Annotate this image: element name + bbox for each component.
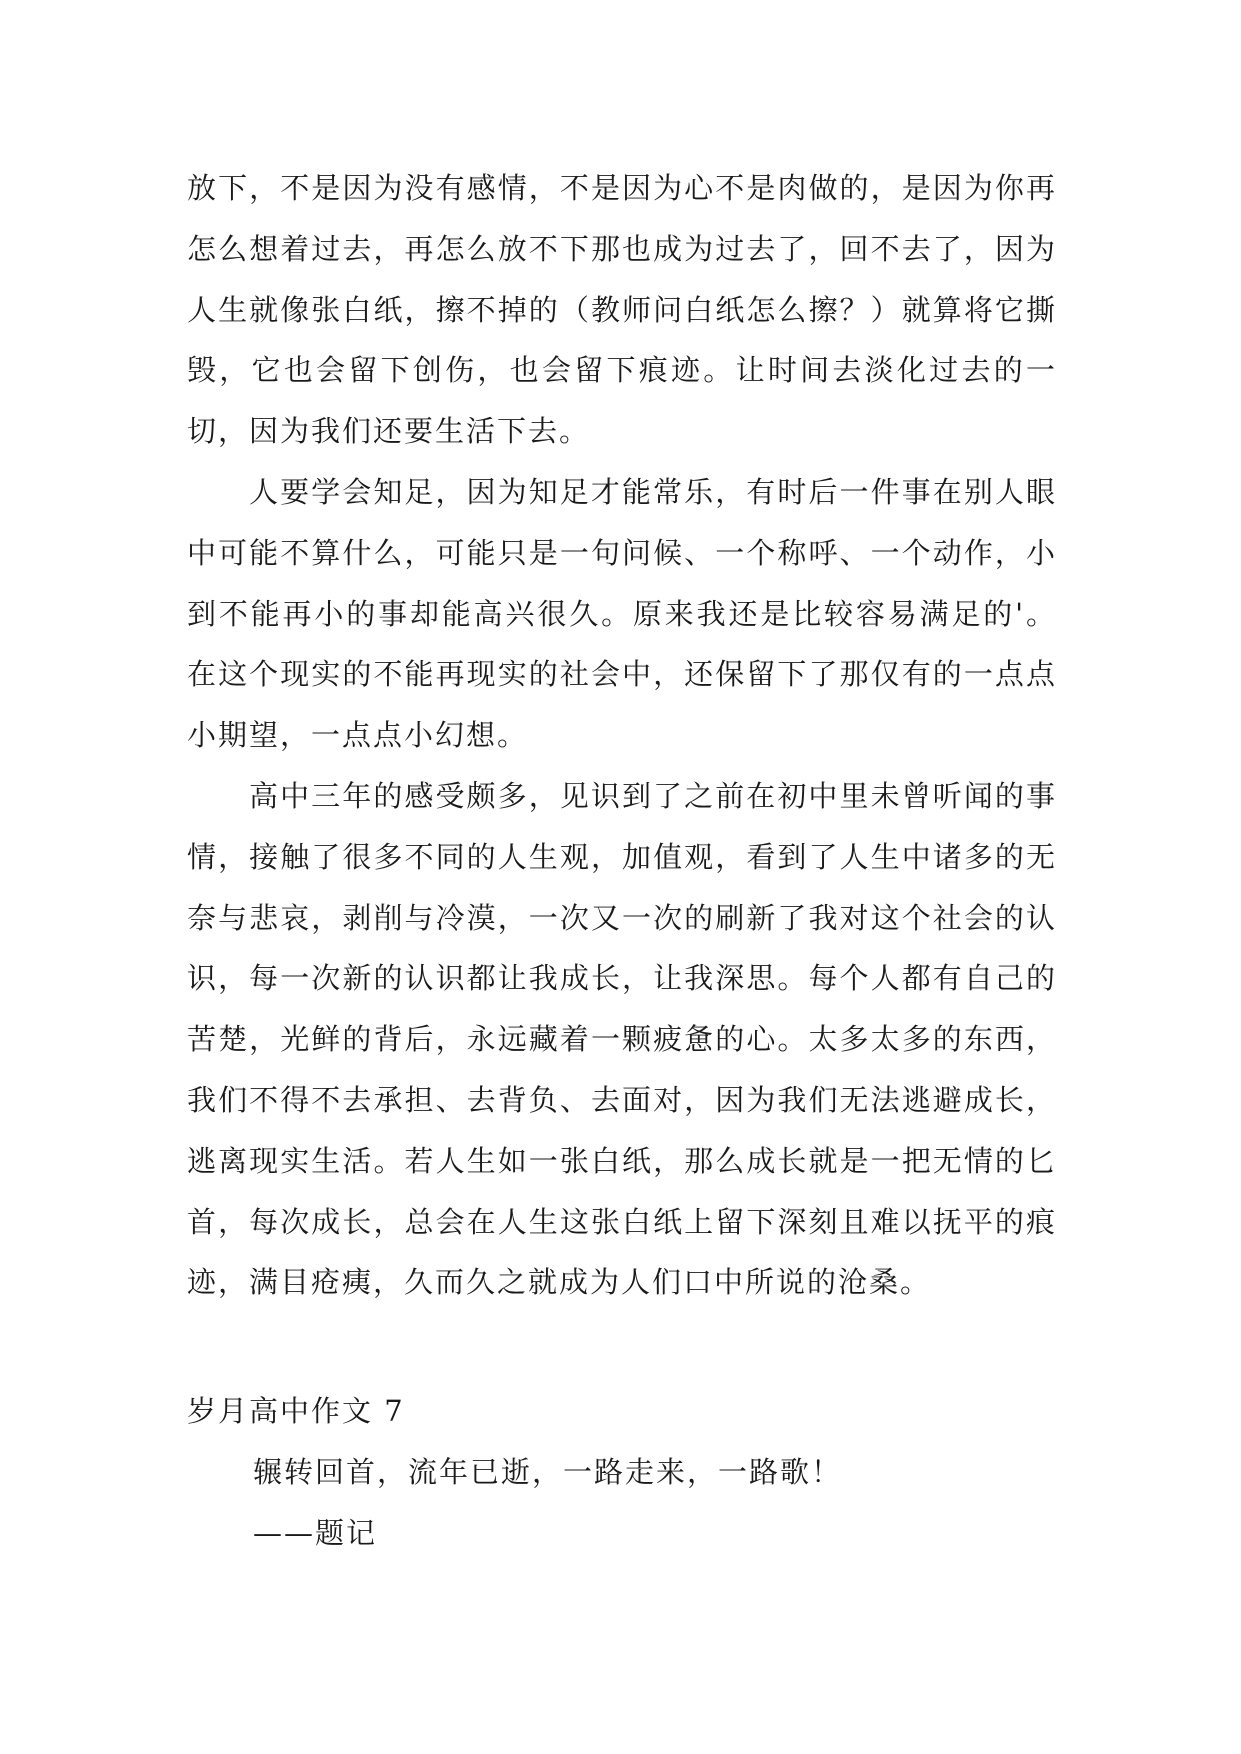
motto-attribution: ——题记 (253, 1516, 378, 1550)
paragraph-3: 高中三年的感受颇多，见识到了之前在初中里未曾听闻的事情，接触了很多不同的人生观，加值观，看到了人生中诸多的无奈与悲哀，剥削与冷漠，一次又一次的刷新了我对这个社会的认识，每一次新的认识都让我成长，让我深思。每个人都有自己的苦楚，光鲜的背后，永远藏着一颗疲惫的心。太多太多的东西，我们不得不去承担、去背负、去面对，因为我们无法逃避成长，逃离现实生活。若人生如一张白纸，那么成长就是一把无情的匕首，每次成长，总会在人生这张白纸上留下深刻且难以抚平的痕迹，满目疮痍，久而久之就成为人们口中所说的沧桑。 (187, 778, 1057, 1300)
paragraph-1: 放下，不是因为没有感情，不是因为心不是肉做的，是因为你再怎么想着过去，再怎么放不下那也成为过去了，回不去了，因为人生就像张白纸，擦不掉的（教师问白纸怎么擦？）就算将它撕毁，它也会留下创伤，也会留下痕迹。让时间去淡化过去的一切，因为我们还要生活下去。 (187, 171, 1057, 449)
section-heading: 岁月高中作文 7 (187, 1394, 405, 1428)
body-text (187, 158, 1057, 1313)
motto-text: 辗转回首，流年已逝，一路走来，一路歌！ (253, 1455, 843, 1489)
paragraph-2: 人要学会知足，因为知足才能常乐，有时后一件事在别人眼中可能不算什么，可能只是一句问候、一个称呼、一个动作，小到不能再小的事却能高兴很久。原来我还是比较容易满足的'。在这个现实的不能再现实的社会中，还保留下了那仅有的一点点小期望，一点点小幻想。 (187, 474, 1057, 753)
